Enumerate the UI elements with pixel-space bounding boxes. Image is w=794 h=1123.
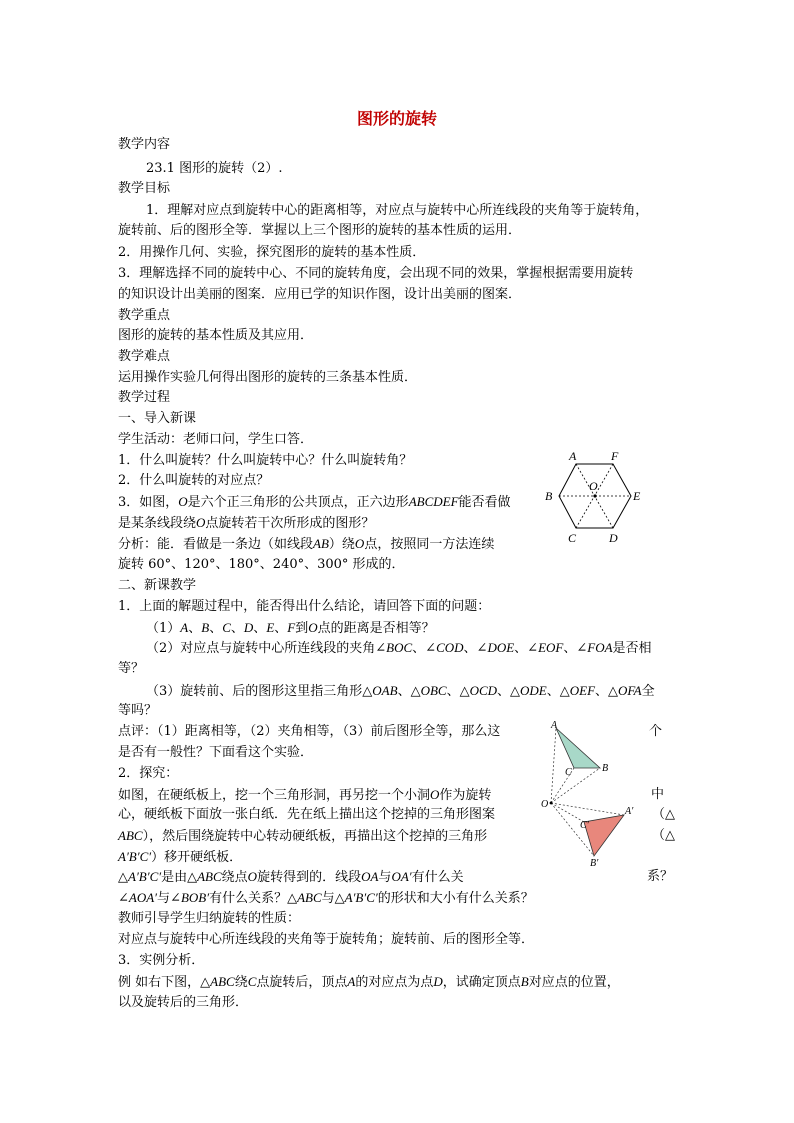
text-run: 有什么关系？△	[209, 891, 298, 906]
label-C-prime: C′	[580, 820, 589, 831]
text-line: （△	[652, 807, 675, 822]
text-run: 有什么关	[411, 870, 464, 885]
math-var: EOF	[538, 640, 564, 655]
text-run: 点旋转若干次所形成的图形？	[205, 516, 375, 531]
text-run: 、△	[497, 684, 521, 699]
text-line: 教学内容	[118, 137, 171, 152]
text-line: 以及旋转后的三角形．	[118, 995, 249, 1010]
text-run: 、△	[446, 684, 470, 699]
math-var: AB	[313, 536, 329, 551]
construction-lines	[551, 728, 624, 856]
math-var: COD	[436, 640, 464, 655]
math-var: OCD	[469, 683, 498, 698]
label-B-prime: B′	[590, 858, 599, 869]
text-line: 等吗？	[118, 703, 158, 718]
text-run: 是某条线段绕	[118, 516, 197, 531]
math-var: OA′	[391, 869, 412, 884]
math-var: ABC	[118, 828, 143, 843]
math-var: D	[243, 620, 254, 635]
text-line	[118, 828, 487, 845]
text-line: 对应点与旋转中心所连线段的夹角等于旋转角；旋转前、后的图形全等．	[118, 932, 535, 947]
line-OA	[551, 728, 556, 803]
text-run: ），然后围绕旋转中心转动硬纸板，再描出这个挖掉的三角形	[142, 829, 488, 844]
math-var: OAB	[372, 683, 398, 698]
rotation-figure	[536, 718, 640, 874]
label-A-prime: A′	[625, 806, 634, 817]
text-run: （3）旋转前、后的图形这里指三角形△	[146, 684, 373, 699]
text-line	[146, 640, 652, 657]
triangle-A2B2C2	[584, 815, 624, 856]
text-run: 与	[378, 870, 392, 885]
math-var: O	[308, 620, 318, 635]
text-run: 如图，在硬纸板上，挖一个三角形洞，再另挖一个小洞	[118, 788, 431, 803]
text-run: 3．如图，	[118, 495, 179, 510]
text-run: 分析：能．看做是一条边（如线段	[118, 537, 314, 552]
text-run: 绕点	[221, 870, 248, 885]
math-var: F	[287, 620, 296, 635]
math-var: ODE	[520, 683, 547, 698]
text-run: 对应点的位置，	[528, 975, 620, 990]
text-line	[146, 683, 655, 700]
text-line	[118, 849, 242, 866]
text-line: 23.1 图形的旋转（2）.	[146, 161, 283, 176]
label-E: E	[633, 489, 641, 503]
text-run: 点的距离是否相等？	[317, 621, 435, 636]
text-run: 的对应点为点	[355, 975, 434, 990]
math-var: O	[178, 494, 188, 509]
label-C: C	[568, 531, 577, 545]
text-run: 是六个正三角形的公共顶点，正六边形	[187, 495, 409, 510]
label-F: F	[611, 449, 619, 463]
text-run: 、∠	[514, 641, 539, 656]
text-run: 例 如右下图，△	[118, 975, 211, 990]
math-var: O	[247, 869, 258, 884]
text-run: 、	[230, 621, 244, 636]
text-line	[118, 869, 464, 886]
text-line: 是否有一般性？下面看这个实验．	[118, 745, 314, 760]
math-var: ABCDEF	[408, 494, 459, 509]
text-line: 二、新课教学	[118, 578, 197, 593]
text-line: 个	[649, 724, 663, 739]
text-line: 旋转 60°、120°、180°、240°、300° 形成的．	[118, 557, 405, 572]
label-C: C	[565, 767, 572, 778]
text-line: 3．实例分析．	[118, 953, 205, 968]
math-var: A′B′C′	[128, 869, 162, 884]
math-var: OFA	[618, 683, 642, 698]
math-var: BOC	[386, 640, 413, 655]
label-O: O	[589, 479, 598, 493]
text-line: 2．什么叫旋转的对应点？	[118, 473, 270, 488]
text-run: （2）对应点与旋转中心所连线段的夹角∠	[146, 641, 387, 656]
text-run: 是否相	[612, 641, 652, 656]
text-line: 1．理解对应点到旋转中心的距离相等，对应点与旋转中心所连线段的夹角等于旋转角，	[146, 203, 649, 218]
text-run: 、△	[546, 684, 570, 699]
text-run: 全	[641, 684, 655, 699]
text-run: 旋转得到的．线段	[257, 870, 362, 885]
text-line: 1．什么叫旋转？什么叫旋转中心？什么叫旋转角？	[118, 453, 413, 468]
text-line: 教学目标	[118, 181, 171, 196]
label-A: A	[551, 720, 558, 731]
math-var: FOA	[587, 640, 613, 655]
text-run: 、∠	[563, 641, 588, 656]
text-run: 、△	[397, 684, 421, 699]
math-var: OA	[361, 869, 379, 884]
math-var: C	[247, 974, 257, 989]
text-run: 与∠	[157, 891, 181, 906]
page-title: 图形的旋转	[356, 109, 437, 128]
label-O: O	[541, 799, 549, 810]
math-var: E	[266, 620, 275, 635]
text-run: 点，按照同一方法连续	[364, 537, 495, 552]
text-run: 、△	[595, 684, 619, 699]
line-OB	[551, 768, 600, 803]
text-run: 绕	[234, 975, 248, 990]
text-line: 旋转前、后的图形全等．掌握以上三个图形的旋转的基本性质的运用．	[118, 223, 522, 238]
math-var: BOB′	[180, 890, 210, 905]
math-var: C	[222, 620, 231, 635]
text-run: 、	[188, 621, 202, 636]
text-line: 一、导入新课	[118, 411, 197, 426]
text-line	[118, 890, 534, 907]
text-run: 、	[253, 621, 267, 636]
math-var: ABC	[197, 869, 222, 884]
math-var: DOE	[487, 640, 515, 655]
text-run: 、	[209, 621, 223, 636]
text-run: ）绕	[328, 537, 355, 552]
text-line: 点评：（1）距离相等，（2）夹角相等，（3）前后图形全等，那么这	[118, 724, 501, 739]
text-run: 是由△	[161, 870, 198, 885]
text-line: 中	[651, 787, 665, 802]
text-run: 能否看做	[458, 495, 511, 510]
math-var: ABC	[297, 890, 322, 905]
text-run: ）移开硬纸板．	[151, 850, 243, 865]
text-line: 教学难点	[118, 349, 171, 364]
text-run: ，试确定顶点	[442, 975, 521, 990]
math-var: A′B′C′	[118, 849, 152, 864]
text-run: 、∠	[412, 641, 437, 656]
text-line	[146, 620, 435, 637]
math-var: A′B′C′	[344, 890, 378, 905]
text-line: 教师引导学生归纳旋转的性质：	[118, 911, 301, 926]
text-run: ∠	[118, 891, 129, 906]
label-A: A	[569, 449, 577, 463]
text-line	[118, 787, 491, 804]
text-line: 2．用操作几何、实验，探究图形的旋转的基本性质．	[118, 245, 426, 260]
text-run: 、	[274, 621, 288, 636]
math-var: A	[347, 974, 356, 989]
text-run: 点旋转后，顶点	[256, 975, 348, 990]
text-line: 学生活动：老师口问，学生口答．	[118, 432, 314, 447]
label-B: B	[602, 763, 609, 774]
math-var: B	[201, 620, 210, 635]
rotation-center	[550, 802, 553, 805]
math-var: D	[433, 974, 443, 989]
text-run: 的形状和大小有什么关系？	[377, 891, 534, 906]
math-var: OEF	[569, 683, 596, 698]
center-point	[593, 494, 596, 497]
text-line: 2．探究：	[118, 766, 179, 781]
text-line: 心，硬纸板下面放一张白纸．先在纸上描出这个挖掉的三角形图案	[118, 807, 496, 822]
text-line: 图形的旋转的基本性质及其应用．	[118, 328, 314, 343]
text-run: 、∠	[463, 641, 488, 656]
text-line: 3．理解选择不同的旋转中心、不同的旋转角度，会出现不同的效果，掌握根据需要用旋转	[118, 266, 634, 281]
triangle-ABC	[556, 728, 600, 768]
math-var: OBC	[420, 683, 447, 698]
text-line: 的知识设计出美丽的图案．应用已学的知识作图，设计出美丽的图案．	[118, 287, 522, 302]
text-line: 运用操作实验几何得出图形的旋转的三条基本性质．	[118, 370, 418, 385]
math-var: B	[520, 974, 529, 989]
text-line: 等？	[118, 661, 145, 676]
text-line	[118, 536, 494, 553]
text-run: △	[118, 870, 128, 885]
math-var: A	[180, 620, 189, 635]
text-line: 教学重点	[118, 308, 171, 323]
math-var: ABC	[210, 974, 235, 989]
text-line	[118, 494, 511, 511]
text-line: 教学过程	[118, 390, 171, 405]
text-line	[118, 974, 620, 991]
text-run: 作为旋转	[439, 788, 492, 803]
text-line: 1．上面的解题过程中，能否得出什么结论，请回答下面的问题：	[118, 599, 491, 614]
text-line: 系？	[647, 869, 674, 884]
math-var: O	[196, 515, 206, 530]
label-D: D	[609, 531, 618, 545]
math-var: O	[430, 787, 440, 802]
text-line	[118, 515, 374, 532]
label-B: B	[545, 489, 553, 503]
text-run: 与△	[321, 891, 345, 906]
text-line: （△	[652, 828, 675, 843]
math-var: AOA′	[128, 890, 158, 905]
text-run: 到	[295, 621, 309, 636]
text-run: （1）	[146, 621, 181, 636]
math-var: O	[354, 536, 365, 551]
hexagon-figure	[540, 448, 650, 548]
